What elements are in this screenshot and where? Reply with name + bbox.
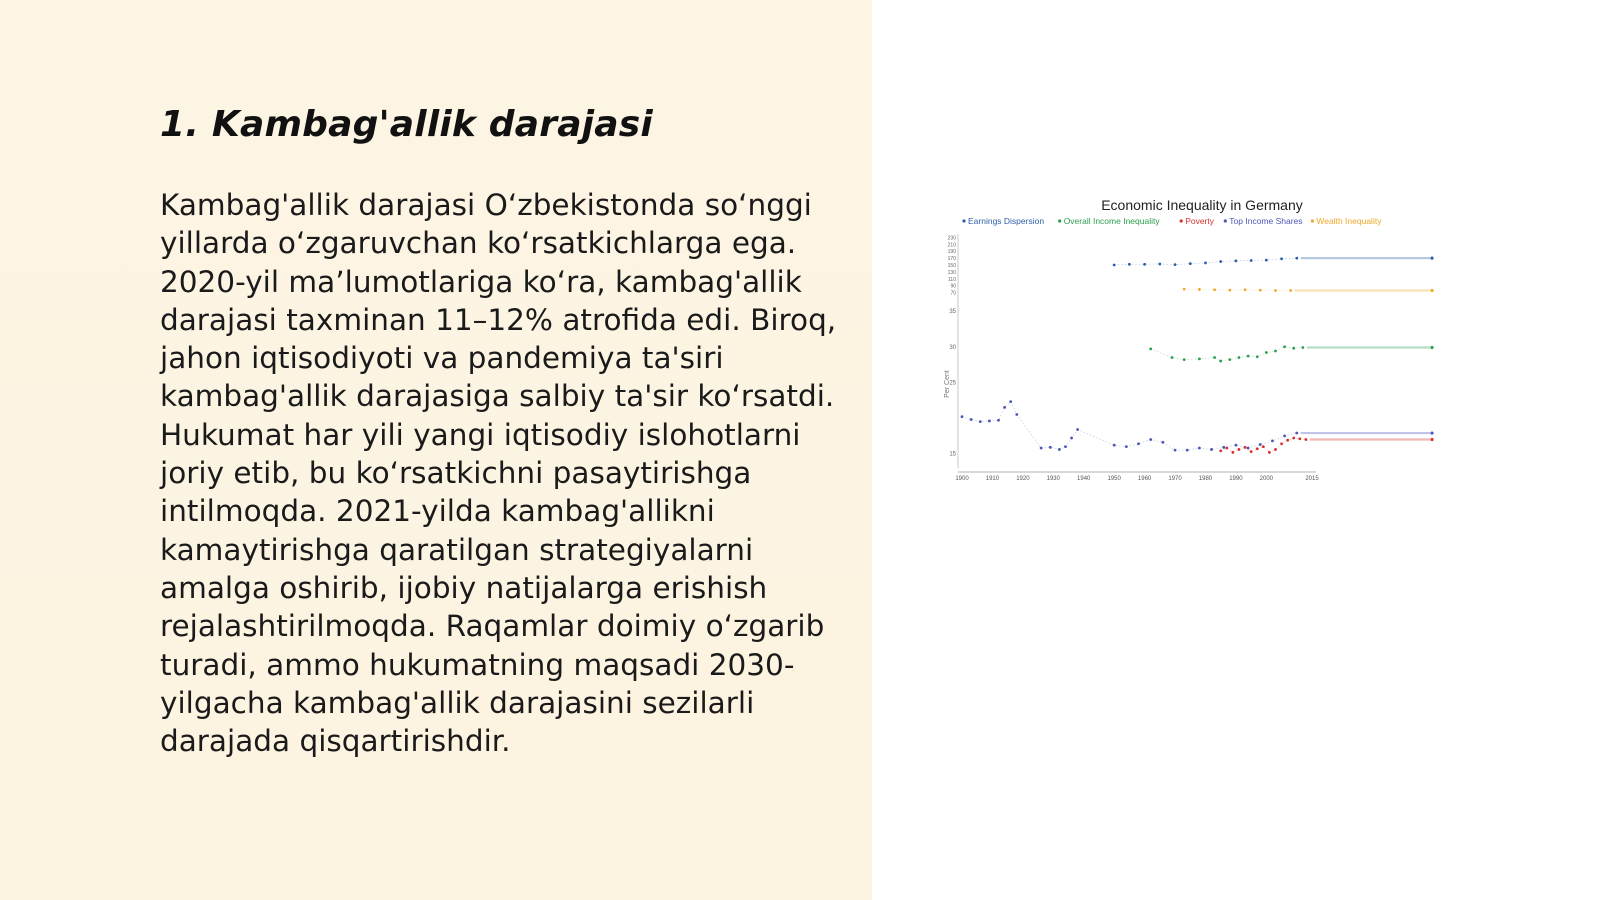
- data-point: [997, 419, 1000, 422]
- x-tick-label: 1970: [1168, 476, 1182, 482]
- y-tick-label: 230: [947, 235, 956, 242]
- data-point: [1228, 358, 1231, 361]
- data-point: [1283, 345, 1286, 348]
- data-point: [1186, 449, 1189, 452]
- data-point: [1174, 263, 1177, 266]
- y-tick-label: 70: [950, 290, 956, 297]
- x-tick-label: 1950: [1107, 476, 1121, 482]
- data-point: [1183, 288, 1186, 291]
- data-point: [988, 420, 991, 423]
- data-point: [1256, 447, 1259, 450]
- series-line: [962, 402, 1297, 450]
- data-point: [961, 415, 964, 418]
- data-point: [1280, 257, 1283, 260]
- data-point: [1301, 346, 1304, 349]
- data-point: [1231, 451, 1234, 454]
- data-point: [1298, 437, 1301, 440]
- y-axis-label: Per Cent: [944, 370, 951, 398]
- data-point: [1225, 447, 1228, 450]
- y-tick-label: 15: [949, 451, 956, 458]
- data-point: [1125, 445, 1128, 448]
- y-tick-label: 130: [947, 269, 956, 276]
- data-point: [1213, 288, 1216, 291]
- data-point: [1238, 448, 1241, 451]
- data-point: [1292, 437, 1295, 440]
- data-point: [1128, 263, 1131, 266]
- data-point: [1222, 446, 1225, 449]
- legend-label: Top Income Shares: [1229, 216, 1303, 226]
- y-tick-label: 190: [947, 249, 956, 256]
- data-point: [1265, 259, 1268, 262]
- data-point: [979, 420, 982, 423]
- legend-marker: [1311, 219, 1314, 222]
- data-point: [1158, 263, 1161, 266]
- data-point: [970, 418, 973, 421]
- data-point: [1113, 444, 1116, 447]
- data-point: [1247, 447, 1250, 450]
- data-point: [1198, 358, 1201, 361]
- data-point: [1076, 428, 1079, 431]
- chart-marks: [961, 257, 1434, 454]
- data-point: [1228, 289, 1231, 292]
- series-end-point: [1430, 346, 1433, 349]
- series-end-point: [1430, 438, 1433, 441]
- x-tick-label: 1920: [1016, 476, 1030, 482]
- x-tick-label: 1910: [985, 476, 1000, 482]
- data-point: [1171, 356, 1174, 359]
- data-point: [1250, 259, 1253, 262]
- y-tick-label: 90: [950, 283, 956, 290]
- data-point: [1161, 441, 1164, 444]
- data-point: [1305, 438, 1308, 441]
- data-point: [1250, 450, 1253, 453]
- y-tick-label: 25: [949, 380, 956, 387]
- data-point: [1295, 432, 1298, 435]
- legend-label: Wealth Inequality: [1316, 216, 1382, 226]
- chart-canvas: [944, 196, 1458, 506]
- data-point: [1274, 350, 1277, 353]
- data-point: [1143, 263, 1146, 266]
- data-point: [1286, 439, 1289, 442]
- slide-body-text: Kambag'allik darajasi O‘zbekistonda so‘nggi yillarda o‘zgaruvchan ko‘rsatkichlarga ega. 2020-yil ma’lumotlariga ko‘ra, kambag'allik darajasi taxminan 11–12% atrofida edi. Biroq, jahon iqtisodiyoti va pandemiya ta'siri kambag'allik darajasiga salbiy ta'sir ko‘rsatdi. Hukumat har yili yangi iqtisodiy islohotlarni joriy etib, bu ko‘rsatkichni pasaytirishga intilmoqda. 2021-yilda kambag'allikni kamaytirishga qaratilgan strategiyalarni amalga oshirib, ijobiy natijalarga erishish rejalashtirilmoqda. Raqamlar doimiy o‘zgarib turadi, ammo hukumatning maqsadi 2030-yilgacha kambag'allik darajasini sezilarli darajada qisqartirishdir.: [160, 188, 837, 759]
- chart-title: Economic Inequality in Germany: [1101, 197, 1303, 213]
- x-tick-label: 1990: [1229, 476, 1243, 482]
- data-point: [1219, 360, 1222, 363]
- y-tick-label: 210: [947, 242, 956, 249]
- data-point: [1268, 451, 1271, 454]
- data-point: [1265, 351, 1268, 354]
- y-tick-label: 150: [947, 263, 956, 269]
- y-tick-label: 35: [949, 309, 956, 316]
- series-end-point: [1430, 431, 1433, 434]
- legend-marker: [1224, 219, 1227, 222]
- data-point: [1204, 262, 1207, 265]
- data-point: [1009, 400, 1012, 403]
- legend-marker: [1180, 219, 1183, 222]
- data-point: [1189, 262, 1192, 265]
- data-point: [1244, 446, 1247, 449]
- data-point: [1219, 260, 1222, 263]
- data-point: [1198, 447, 1201, 450]
- data-point: [1183, 358, 1186, 361]
- data-point: [1244, 288, 1247, 291]
- data-point: [1210, 448, 1213, 451]
- data-point: [1137, 442, 1140, 445]
- y-tick-label: 30: [949, 344, 956, 351]
- data-point: [1064, 445, 1067, 448]
- x-tick-label: 2000: [1259, 476, 1274, 482]
- data-point: [1015, 413, 1018, 416]
- x-tick-label: 1930: [1046, 476, 1060, 482]
- inequality-chart: [944, 196, 1458, 506]
- data-point: [1256, 355, 1259, 358]
- data-point: [1259, 443, 1262, 446]
- data-point: [1235, 444, 1238, 447]
- chart-axes: [944, 234, 1319, 482]
- data-point: [1247, 355, 1250, 358]
- legend-marker: [962, 219, 965, 222]
- x-tick-label: 1960: [1137, 476, 1152, 482]
- data-point: [1295, 257, 1298, 260]
- data-point: [1040, 447, 1043, 450]
- data-point: [1280, 442, 1283, 445]
- data-point: [1274, 448, 1277, 451]
- data-point: [1274, 289, 1277, 292]
- data-point: [1259, 289, 1262, 292]
- data-point: [1049, 446, 1052, 449]
- series-end-point: [1430, 289, 1433, 292]
- data-point: [1235, 259, 1238, 262]
- data-point: [1213, 356, 1216, 359]
- legend-label: Earnings Dispersion: [968, 216, 1045, 226]
- legend-label: Poverty: [1185, 216, 1215, 226]
- data-point: [1271, 440, 1274, 443]
- data-point: [1070, 437, 1073, 440]
- data-point: [1283, 435, 1286, 438]
- data-point: [1149, 348, 1152, 351]
- data-point: [1219, 449, 1222, 452]
- x-tick-label: 1900: [955, 476, 969, 482]
- data-point: [1292, 347, 1295, 350]
- data-point: [1058, 448, 1061, 451]
- data-point: [1149, 438, 1152, 441]
- series-line: [1151, 347, 1303, 361]
- data-point: [1113, 264, 1116, 267]
- data-point: [1289, 289, 1292, 292]
- x-tick-label: 2015: [1305, 476, 1319, 482]
- chart-legend: [962, 216, 1382, 226]
- y-tick-label: 110: [948, 276, 956, 283]
- data-point: [1198, 288, 1201, 291]
- legend-label: Overall Income Inequality: [1063, 216, 1160, 226]
- x-tick-label: 1980: [1198, 476, 1213, 482]
- data-point: [1238, 356, 1241, 359]
- slide-title: 1. Kambag'allik darajasi: [160, 104, 653, 145]
- data-point: [1262, 445, 1265, 448]
- series-end-point: [1430, 257, 1433, 260]
- legend-marker: [1058, 219, 1061, 222]
- data-point: [1174, 449, 1177, 452]
- y-tick-label: 170: [947, 256, 956, 263]
- x-tick-label: 1940: [1077, 476, 1091, 482]
- data-point: [1003, 406, 1006, 409]
- series-line: [1221, 438, 1306, 452]
